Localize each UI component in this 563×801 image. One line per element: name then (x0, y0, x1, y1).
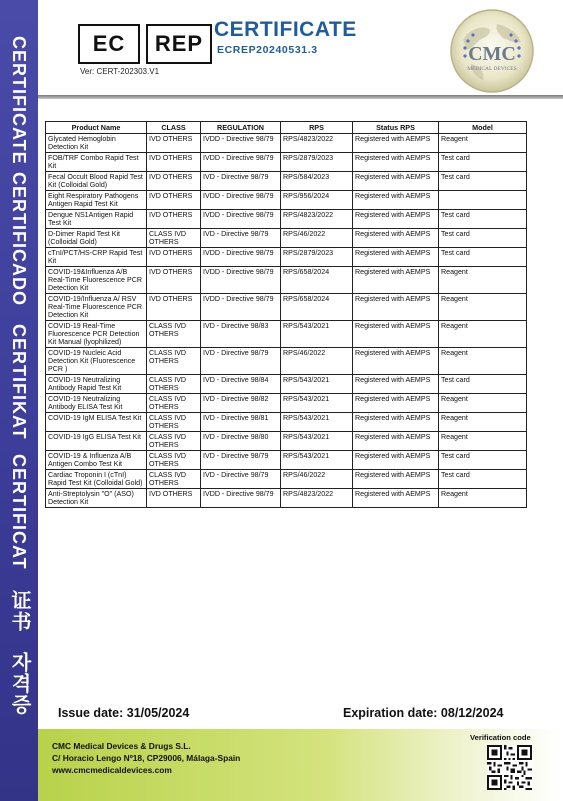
company-name: CMC Medical Devices & Drugs S.L. (52, 741, 191, 751)
table-row (46, 413, 527, 432)
product-name-cell: COVID-19 IgG ELISA Test Kit (46, 432, 147, 451)
ec-rep-symbol (78, 24, 212, 64)
regulation-cell: IVD - Directive 98/81 (201, 413, 281, 432)
logo-text: CMC (468, 43, 516, 65)
side-word-certifikat: CERTIFIKAT (9, 324, 29, 440)
class-cell: IVD OTHERS (147, 489, 201, 508)
rps-cell: RPS/2879/2023 (281, 248, 353, 267)
status-rps-cell: Registered with AEMPS (353, 413, 439, 432)
model-cell: Test card (439, 248, 527, 267)
table-row (46, 432, 527, 451)
regulation-cell: IVD - Directive 98/83 (201, 321, 281, 348)
header-regulation: REGULATION (201, 122, 281, 134)
status-rps-cell: Registered with AEMPS (353, 321, 439, 348)
header-product-name: Product Name (46, 122, 147, 134)
certificate-number: ECREP20240531.3 (217, 44, 318, 56)
regulation-cell: IVD - Directive 98/79 (201, 451, 281, 470)
status-rps-cell: Registered with AEMPS (353, 210, 439, 229)
ec-box: EC (78, 24, 140, 64)
product-name-cell: COVID-19 & Influenza A/B Antigen Combo Test Kit (46, 451, 147, 470)
rps-cell: RPS/46/2022 (281, 229, 353, 248)
regulation-cell: IVDD - Directive 98/79 (201, 489, 281, 508)
table-row (46, 451, 527, 470)
header-divider (38, 95, 563, 99)
product-name-cell: Glycated Hemoglobin Detection Kit (46, 134, 147, 153)
product-name-cell: COVID-19 Neutralizing Antibody Rapid Test Kit (46, 375, 147, 394)
table-row (46, 134, 527, 153)
expiration-date: Expiration date: 08/12/2024 (343, 706, 504, 720)
table-row (46, 172, 527, 191)
product-name-cell: FOB/TRF Combo Rapid Test Kit (46, 153, 147, 172)
model-cell: Reagent (439, 348, 527, 375)
model-cell: Reagent (439, 294, 527, 321)
model-cell: Test card (439, 153, 527, 172)
rps-cell: RPS/4823/2022 (281, 210, 353, 229)
regulation-cell: IVDD - Directive 98/79 (201, 153, 281, 172)
product-name-cell: Cardiac Troponin I (cTnI) Rapid Test Kit (Colloidal Gold) (46, 470, 147, 489)
product-name-cell: COVID-19 IgM ELISA Test Kit (46, 413, 147, 432)
rps-cell: RPS/584/2023 (281, 172, 353, 191)
table-row (46, 153, 527, 172)
product-name-cell: D-Dimer Rapid Test Kit (Colloidal Gold) (46, 229, 147, 248)
status-rps-cell: Registered with AEMPS (353, 294, 439, 321)
product-name-cell: Dengue NS1Antigen Rapid Test Kit (46, 210, 147, 229)
class-cell: CLASS IVD OTHERS (147, 229, 201, 248)
verification-code-label: Verification code (470, 733, 531, 742)
status-rps-cell: Registered with AEMPS (353, 394, 439, 413)
table-row (46, 375, 527, 394)
header-class: CLASS (147, 122, 201, 134)
product-name-cell: COVID-19 Real-Time Fluorescence PCR Detection Kit Manual (lyophilized) (46, 321, 147, 348)
rps-cell: RPS/543/2021 (281, 321, 353, 348)
regulation-cell: IVDD - Directive 98/79 (201, 267, 281, 294)
class-cell: IVD OTHERS (147, 153, 201, 172)
product-name-cell: Anti-Streptolysin "O" (ASO) Detection Kit (46, 489, 147, 508)
side-word-certificado: CERTIFICADO (9, 172, 29, 306)
class-cell: IVD OTHERS (147, 172, 201, 191)
model-cell: Reagent (439, 134, 527, 153)
table-row (46, 470, 527, 489)
model-cell: Test card (439, 451, 527, 470)
product-name-cell: COVID-19/Influenza A/ RSV Real-Time Fluorescence PCR Detection Kit (46, 294, 147, 321)
class-cell: CLASS IVD OTHERS (147, 413, 201, 432)
products-table-container (45, 121, 526, 508)
rps-cell: RPS/543/2021 (281, 432, 353, 451)
rps-cell: RPS/543/2021 (281, 375, 353, 394)
model-cell: Reagent (439, 413, 527, 432)
side-word-certificate: CERTIFICATE (9, 36, 29, 165)
class-cell: CLASS IVD OTHERS (147, 375, 201, 394)
rps-cell: RPS/543/2021 (281, 413, 353, 432)
rps-cell: RPS/46/2022 (281, 470, 353, 489)
issue-date: Issue date: 31/05/2024 (58, 706, 190, 720)
regulation-cell: IVD - Directive 98/79 (201, 172, 281, 191)
status-rps-cell: Registered with AEMPS (353, 432, 439, 451)
regulation-cell: IVD - Directive 98/80 (201, 432, 281, 451)
product-name-cell: COVID-19 Neutralizing Antibody ELISA Test Kit (46, 394, 147, 413)
header-model: Model (439, 122, 527, 134)
products-table (45, 121, 527, 508)
class-cell: IVD OTHERS (147, 294, 201, 321)
model-cell: Test card (439, 229, 527, 248)
table-row (46, 348, 527, 375)
verification-qr-code (487, 745, 532, 790)
class-cell: CLASS IVD OTHERS (147, 451, 201, 470)
status-rps-cell: Registered with AEMPS (353, 470, 439, 489)
class-cell: IVD OTHERS (147, 191, 201, 210)
table-row (46, 191, 527, 210)
model-cell: Test card (439, 470, 527, 489)
model-cell: Test card (439, 210, 527, 229)
rps-cell: RPS/658/2024 (281, 294, 353, 321)
rps-cell: RPS/543/2021 (281, 394, 353, 413)
status-rps-cell: Registered with AEMPS (353, 229, 439, 248)
product-name-cell: Eight Respiratory Pathogens Antigen Rapid Test Kit (46, 191, 147, 210)
regulation-cell: IVDD - Directive 98/79 (201, 248, 281, 267)
cmc-logo (449, 8, 535, 94)
model-cell: Test card (439, 375, 527, 394)
regulation-cell: IVD - Directive 98/82 (201, 394, 281, 413)
company-address: C/ Horacio Lengo Nº18, CP29006, Málaga-Spain (52, 753, 241, 763)
table-row (46, 267, 527, 294)
rps-cell: RPS/2879/2023 (281, 153, 353, 172)
regulation-cell: IVDD - Directive 98/79 (201, 191, 281, 210)
table-row (46, 210, 527, 229)
status-rps-cell: Registered with AEMPS (353, 248, 439, 267)
regulation-cell: IVD - Directive 98/79 (201, 348, 281, 375)
company-website: www.cmcmedicaldevices.com (52, 765, 172, 775)
rep-box: REP (146, 24, 212, 64)
rps-cell: RPS/543/2021 (281, 451, 353, 470)
regulation-cell: IVD - Directive 98/79 (201, 229, 281, 248)
model-cell: Reagent (439, 394, 527, 413)
status-rps-cell: Registered with AEMPS (353, 191, 439, 210)
regulation-cell: IVDD - Directive 98/79 (201, 210, 281, 229)
class-cell: CLASS IVD OTHERS (147, 321, 201, 348)
product-name-cell: Fecal Occult Blood Rapid Test Kit (Colloidal Gold) (46, 172, 147, 191)
regulation-cell: IVDD - Directive 98/79 (201, 294, 281, 321)
table-row (46, 294, 527, 321)
status-rps-cell: Registered with AEMPS (353, 153, 439, 172)
model-cell (439, 191, 527, 210)
status-rps-cell: Registered with AEMPS (353, 134, 439, 153)
side-word-korean: 자격증 (8, 652, 30, 715)
table-row (46, 229, 527, 248)
model-cell: Reagent (439, 267, 527, 294)
model-cell: Reagent (439, 489, 527, 508)
status-rps-cell: Registered with AEMPS (353, 348, 439, 375)
status-rps-cell: Registered with AEMPS (353, 267, 439, 294)
class-cell: CLASS IVD OTHERS (147, 432, 201, 451)
table-body (46, 134, 527, 508)
status-rps-cell: Registered with AEMPS (353, 451, 439, 470)
regulation-cell: IVD - Directive 98/79 (201, 470, 281, 489)
product-name-cell: COVID-19&Influenza A/B Real-Time Fluorescence PCR Detection Kit (46, 267, 147, 294)
status-rps-cell: Registered with AEMPS (353, 489, 439, 508)
rps-cell: RPS/4823/2022 (281, 489, 353, 508)
class-cell: CLASS IVD OTHERS (147, 470, 201, 489)
status-rps-cell: Registered with AEMPS (353, 172, 439, 191)
status-rps-cell: Registered with AEMPS (353, 375, 439, 394)
header-status-rps: Status RPS (353, 122, 439, 134)
class-cell: CLASS IVD OTHERS (147, 348, 201, 375)
class-cell: IVD OTHERS (147, 248, 201, 267)
rps-cell: RPS/658/2024 (281, 267, 353, 294)
header-rps: RPS (281, 122, 353, 134)
side-word-chinese: 证书 (8, 590, 30, 632)
side-band-words (2, 36, 36, 748)
regulation-cell: IVDD - Directive 98/79 (201, 134, 281, 153)
rps-cell: RPS/4823/2022 (281, 134, 353, 153)
table-row (46, 321, 527, 348)
table-row (46, 394, 527, 413)
class-cell: IVD OTHERS (147, 210, 201, 229)
regulation-cell: IVD - Directive 98/84 (201, 375, 281, 394)
class-cell: IVD OTHERS (147, 134, 201, 153)
version-label: Ver: CERT-202303.V1 (80, 67, 160, 76)
model-cell: Test card (439, 172, 527, 191)
rps-cell: RPS/956/2024 (281, 191, 353, 210)
logo-subtext: MEDICAL DEVICES (467, 66, 517, 72)
model-cell: Reagent (439, 321, 527, 348)
product-name-cell: cTnI/PCT/HS-CRP Rapid Test Kit (46, 248, 147, 267)
model-cell: Reagent (439, 432, 527, 451)
class-cell: IVD OTHERS (147, 267, 201, 294)
table-row (46, 489, 527, 508)
side-band (0, 0, 38, 801)
table-row (46, 248, 527, 267)
class-cell: CLASS IVD OTHERS (147, 394, 201, 413)
table-header-row (46, 122, 527, 134)
rps-cell: RPS/46/2022 (281, 348, 353, 375)
side-word-certificat: CERTIFICAT (9, 454, 29, 570)
certificate-title: CERTIFICATE (214, 18, 357, 41)
product-name-cell: COVID-19 Nucleic Acid Detection Kit (Fluorescence PCR ) (46, 348, 147, 375)
